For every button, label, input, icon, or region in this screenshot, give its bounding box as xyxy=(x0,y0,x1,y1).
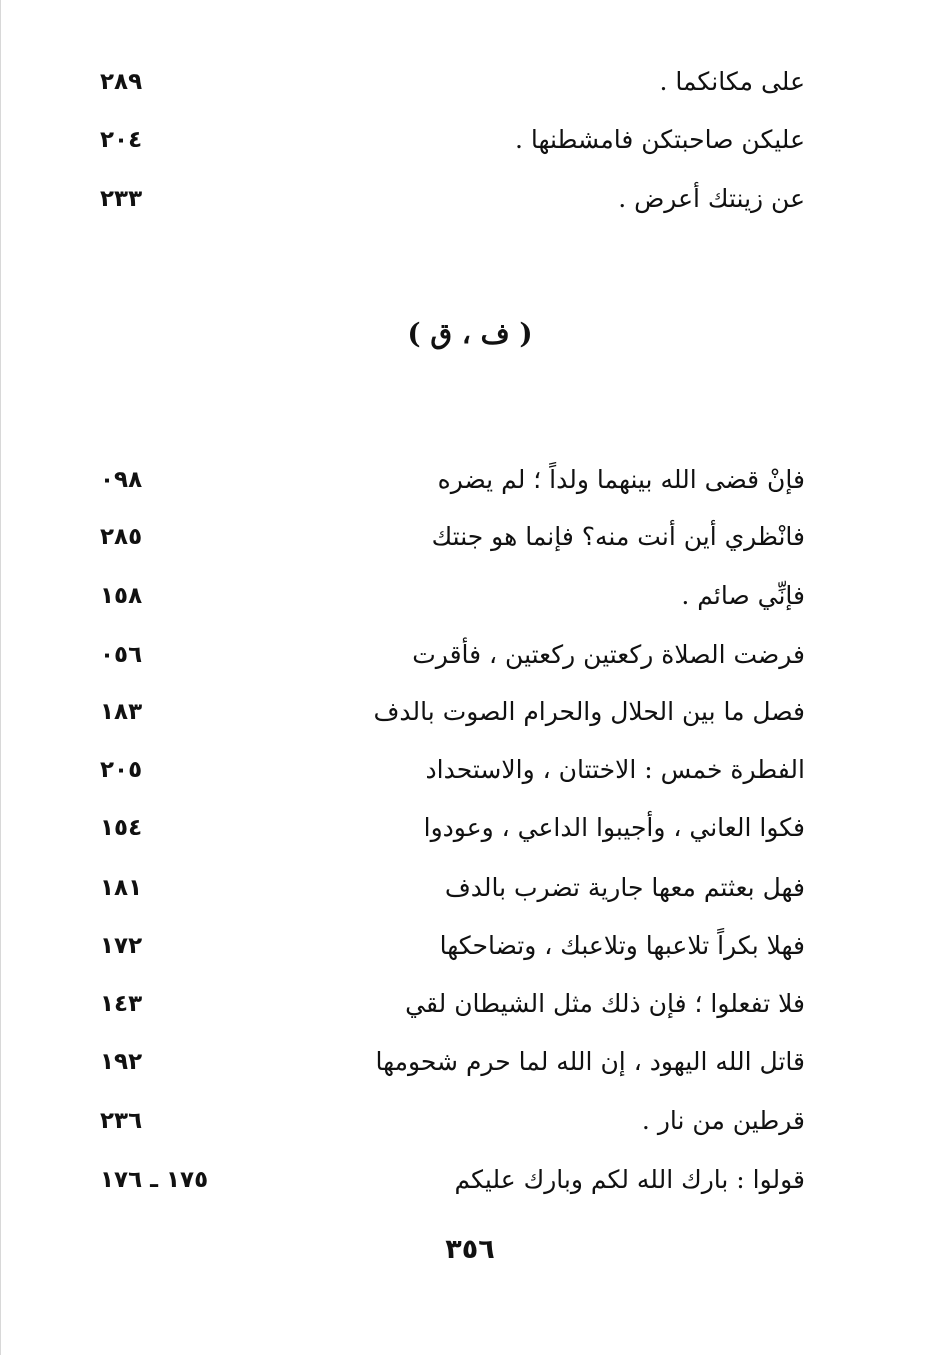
index-entry xyxy=(100,926,805,966)
entry-text: فلا تفعلوا ؛ فإن ذلك مثل الشيطان لقي xyxy=(405,989,805,1018)
index-entry xyxy=(100,1042,805,1082)
entry-page-ref: ٢٣٣ xyxy=(100,186,143,212)
index-entry xyxy=(100,868,805,908)
entry-page-ref: ١٧٥ ـ ١٧٦ xyxy=(100,1167,209,1193)
entry-text: قولوا : بارك الله لكم وبارك عليكم xyxy=(454,1165,805,1194)
entry-text: فهل بعثتم معها جارية تضرب بالدف xyxy=(444,873,805,902)
index-entry xyxy=(100,750,805,790)
entry-text: فرضت الصلاة ركعتين ركعتين ، فأقرت xyxy=(412,640,805,669)
entry-text: عن زينتك أعرض . xyxy=(618,184,805,213)
index-entry xyxy=(100,692,805,732)
entry-page-ref: ١٨١ xyxy=(100,875,143,901)
entry-page-ref: ١٥٨ xyxy=(100,583,143,609)
entry-text: فكوا العاني ، وأجيبوا الداعي ، وعودوا xyxy=(423,813,805,842)
entry-text: فصل ما بين الحلال والحرام الصوت بالدف xyxy=(373,697,805,726)
index-entry xyxy=(100,120,805,160)
entry-page-ref: ٢٣٦ xyxy=(100,1108,143,1134)
entry-text: الفطرة خمس : الاختتان ، والاستحداد xyxy=(425,755,805,784)
entry-page-ref: ١٧٢ xyxy=(100,933,143,959)
entry-page-ref: ١٤٣ xyxy=(100,991,143,1017)
index-entry xyxy=(100,460,805,500)
index-entry xyxy=(100,179,805,219)
entry-page-ref: ٢٨٩ xyxy=(100,69,143,95)
index-entry xyxy=(100,635,805,675)
index-entry xyxy=(100,62,805,102)
entry-text: على مكانكما . xyxy=(659,67,805,96)
entry-text: قاتل الله اليهود ، إن الله لما حرم شحومها xyxy=(375,1047,805,1076)
entry-page-ref: ١٥٤ xyxy=(100,815,143,841)
entry-page-ref: ٠٩٨ xyxy=(100,467,143,493)
entry-page-ref: ٢٨٥ xyxy=(100,524,143,550)
entry-page-ref: ٠٥٦ xyxy=(100,642,143,668)
index-entry xyxy=(100,808,805,848)
page-number: ٣٥٦ xyxy=(445,1234,495,1265)
entry-text: عليكن صاحبتكن فامشطنها . xyxy=(514,125,805,154)
entry-text: قرطين من نار . xyxy=(641,1106,805,1135)
entry-text: فإنِّي صائم . xyxy=(681,581,805,610)
entry-page-ref: ٢٠٤ xyxy=(100,127,143,153)
scan-edge-line xyxy=(0,0,1,1355)
entry-page-ref: ٢٠٥ xyxy=(100,757,143,783)
index-entry xyxy=(100,984,805,1024)
entry-page-ref: ١٨٣ xyxy=(100,699,143,725)
section-heading: ( ف ، ق ) xyxy=(407,317,533,350)
entry-text: فهلا بكراً تلاعبها وتلاعبك ، وتضاحكها xyxy=(439,931,805,960)
entry-text: فإنْ قضى الله بينهما ولداً ؛ لم يضره xyxy=(437,465,805,494)
index-entry xyxy=(100,576,805,616)
index-entry xyxy=(100,1101,805,1141)
index-entry xyxy=(100,1160,805,1200)
entry-text: فانْظري أين أنت منه؟ فإنما هو جنتك xyxy=(431,522,805,551)
index-entry xyxy=(100,517,805,557)
entry-page-ref: ١٩٢ xyxy=(100,1049,143,1075)
